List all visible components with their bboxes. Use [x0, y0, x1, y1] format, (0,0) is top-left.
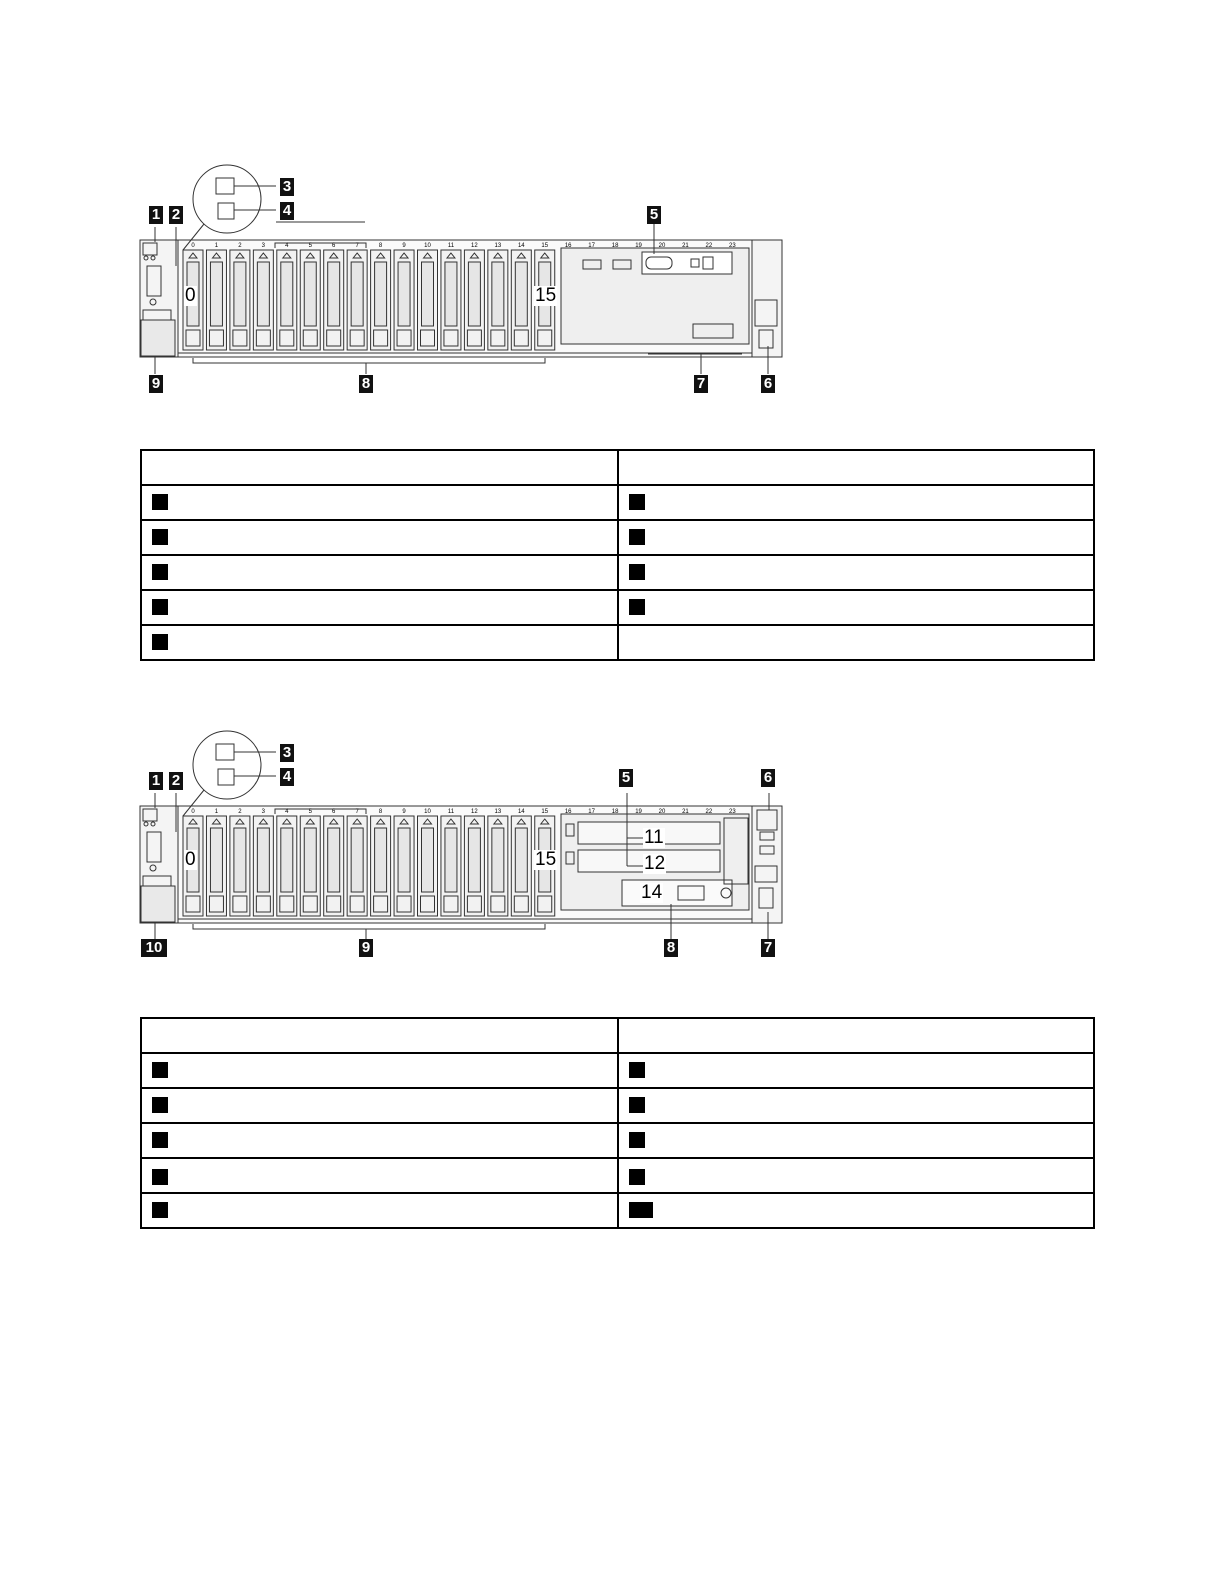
drive-tray: [492, 828, 504, 892]
table-row: [141, 1053, 1094, 1088]
callout-marker: [152, 564, 168, 580]
bay-number: 6: [332, 809, 336, 815]
callout-7: 7: [694, 375, 708, 393]
bay-number: 2: [238, 809, 242, 815]
bay-number: 16: [564, 243, 572, 249]
callout-6: 6: [761, 375, 775, 393]
drive-tray: [304, 828, 316, 892]
bay-number: 8: [378, 243, 383, 249]
callout-4: 4: [280, 202, 294, 220]
bay-number: 7: [355, 809, 359, 815]
callout-4: 4: [280, 768, 294, 786]
server-front-view-drawing: [138, 158, 788, 398]
bay-number: 15: [541, 809, 549, 815]
drive-tray: [257, 828, 269, 892]
drive-label-last: 15: [535, 285, 557, 306]
callout-2: 2: [169, 206, 183, 224]
legend-table-2: [140, 1017, 1095, 1229]
callout-marker: [629, 1202, 653, 1218]
drive-tray: [398, 828, 410, 892]
callout-marker: [629, 564, 645, 580]
callout-8: 8: [664, 939, 678, 957]
drive-tray: [210, 828, 222, 892]
drive-tray: [468, 262, 480, 326]
drive-tray: [304, 262, 316, 326]
callout-1: 1: [149, 772, 163, 790]
callout-marker: [152, 1062, 168, 1078]
callout-marker: [152, 634, 168, 650]
callout-marker: [152, 494, 168, 510]
callout-2: 2: [169, 772, 183, 790]
callout-marker: [629, 494, 645, 510]
callout-marker: [152, 1097, 168, 1113]
drive-tray: [422, 262, 434, 326]
bay-number: 7: [355, 243, 359, 249]
bay-number: 8: [378, 809, 383, 815]
table-row: [141, 1088, 1094, 1123]
callout-9: 9: [149, 375, 163, 393]
slot-label-11: 11: [644, 827, 664, 848]
table-row: [141, 1193, 1094, 1228]
bay-number: 23: [729, 243, 736, 249]
bay-number: 18: [611, 809, 619, 815]
drive-tray: [328, 262, 340, 326]
table-header-row: [141, 1018, 1094, 1053]
callout-5: 5: [619, 769, 633, 787]
bay-number: 2: [238, 243, 242, 249]
drive-tray: [375, 262, 387, 326]
callout-3: 3: [280, 178, 294, 196]
bay-number: 1: [214, 809, 219, 815]
callout-marker: [629, 1132, 645, 1148]
table-row: [141, 485, 1094, 520]
bay-number: 22: [705, 809, 713, 815]
table-row: [141, 555, 1094, 590]
bay-number: 13: [494, 243, 502, 249]
bay-number: 20: [658, 809, 666, 815]
drive-tray: [422, 828, 434, 892]
table-row: [141, 1158, 1094, 1193]
bay-number: 12: [471, 243, 478, 249]
bay-number: 0: [191, 809, 195, 815]
callout-6: 6: [761, 769, 775, 787]
bay-number: 19: [635, 243, 642, 249]
bay-number: 4: [285, 809, 289, 815]
bay-number: 1: [214, 243, 219, 249]
bay-number: 14: [517, 243, 525, 249]
bay-number: 0: [191, 243, 195, 249]
table-row: [141, 1123, 1094, 1158]
callout-marker: [152, 599, 168, 615]
drive-tray: [351, 262, 363, 326]
bay-number: 21: [682, 243, 689, 249]
legend-table-1: [140, 449, 1095, 661]
bay-number: 19: [635, 809, 642, 815]
callout-9: 9: [359, 939, 373, 957]
bay-number: 9: [402, 809, 406, 815]
drive-label-first: 0: [185, 285, 196, 306]
callout-marker: [152, 529, 168, 545]
drive-tray: [234, 262, 246, 326]
server-front-view-drawing: [138, 724, 788, 964]
callout-marker: [629, 1097, 645, 1113]
drive-tray: [515, 262, 527, 326]
bay-number: 10: [424, 243, 431, 249]
bay-number: 11: [447, 809, 455, 815]
bay-number: 20: [658, 243, 666, 249]
bay-number: 17: [588, 809, 595, 815]
drive-tray: [515, 828, 527, 892]
drive-tray: [281, 828, 293, 892]
bay-number: 11: [447, 243, 455, 249]
callout-marker: [629, 529, 645, 545]
bay-number: 5: [308, 243, 312, 249]
drive-tray: [257, 262, 269, 326]
callout-marker: [152, 1202, 168, 1218]
drive-label-first: 0: [185, 849, 196, 870]
bay-number: 17: [588, 243, 595, 249]
bay-number: 3: [261, 809, 266, 815]
drive-tray: [398, 262, 410, 326]
bay-number: 15: [541, 243, 549, 249]
drive-tray: [328, 828, 340, 892]
slot-label-14: 14: [641, 882, 663, 903]
table-header-row: [141, 450, 1094, 485]
bay-number: 4: [285, 243, 289, 249]
table-row: [141, 520, 1094, 555]
bay-number: 18: [611, 243, 619, 249]
bay-number: 6: [332, 243, 336, 249]
drive-tray: [492, 262, 504, 326]
bay-number: 9: [402, 243, 406, 249]
callout-marker: [629, 1062, 645, 1078]
table-row: [141, 590, 1094, 625]
callout-3: 3: [280, 744, 294, 762]
bay-number: 10: [424, 809, 431, 815]
drive-tray: [281, 262, 293, 326]
callout-marker: [629, 1169, 645, 1185]
bay-number: 16: [564, 809, 572, 815]
bay-number: 14: [517, 809, 525, 815]
drive-tray: [445, 262, 457, 326]
server-front-view-figure-2: [138, 724, 788, 964]
drive-tray: [375, 828, 387, 892]
drive-tray: [445, 828, 457, 892]
table-row: [141, 625, 1094, 660]
callout-marker: [152, 1132, 168, 1148]
callout-8: 8: [359, 375, 373, 393]
bay-number: 13: [494, 809, 502, 815]
bay-number: 5: [308, 809, 312, 815]
bay-number: 23: [729, 809, 736, 815]
callout-1: 1: [149, 206, 163, 224]
bay-number: 3: [261, 243, 266, 249]
bay-number: 22: [705, 243, 713, 249]
drive-tray: [210, 262, 222, 326]
drive-label-last: 15: [535, 849, 557, 870]
callout-marker: [629, 599, 645, 615]
slot-label-12: 12: [644, 853, 666, 874]
drive-tray: [351, 828, 363, 892]
callout-marker: [152, 1169, 168, 1185]
callout-7: 7: [761, 939, 775, 957]
bay-number: 12: [471, 809, 478, 815]
server-front-view-figure-1: [138, 158, 788, 398]
callout-10: 10: [141, 939, 167, 957]
drive-tray: [234, 828, 246, 892]
bay-number: 21: [682, 809, 689, 815]
drive-tray: [468, 828, 480, 892]
callout-5: 5: [647, 206, 661, 224]
